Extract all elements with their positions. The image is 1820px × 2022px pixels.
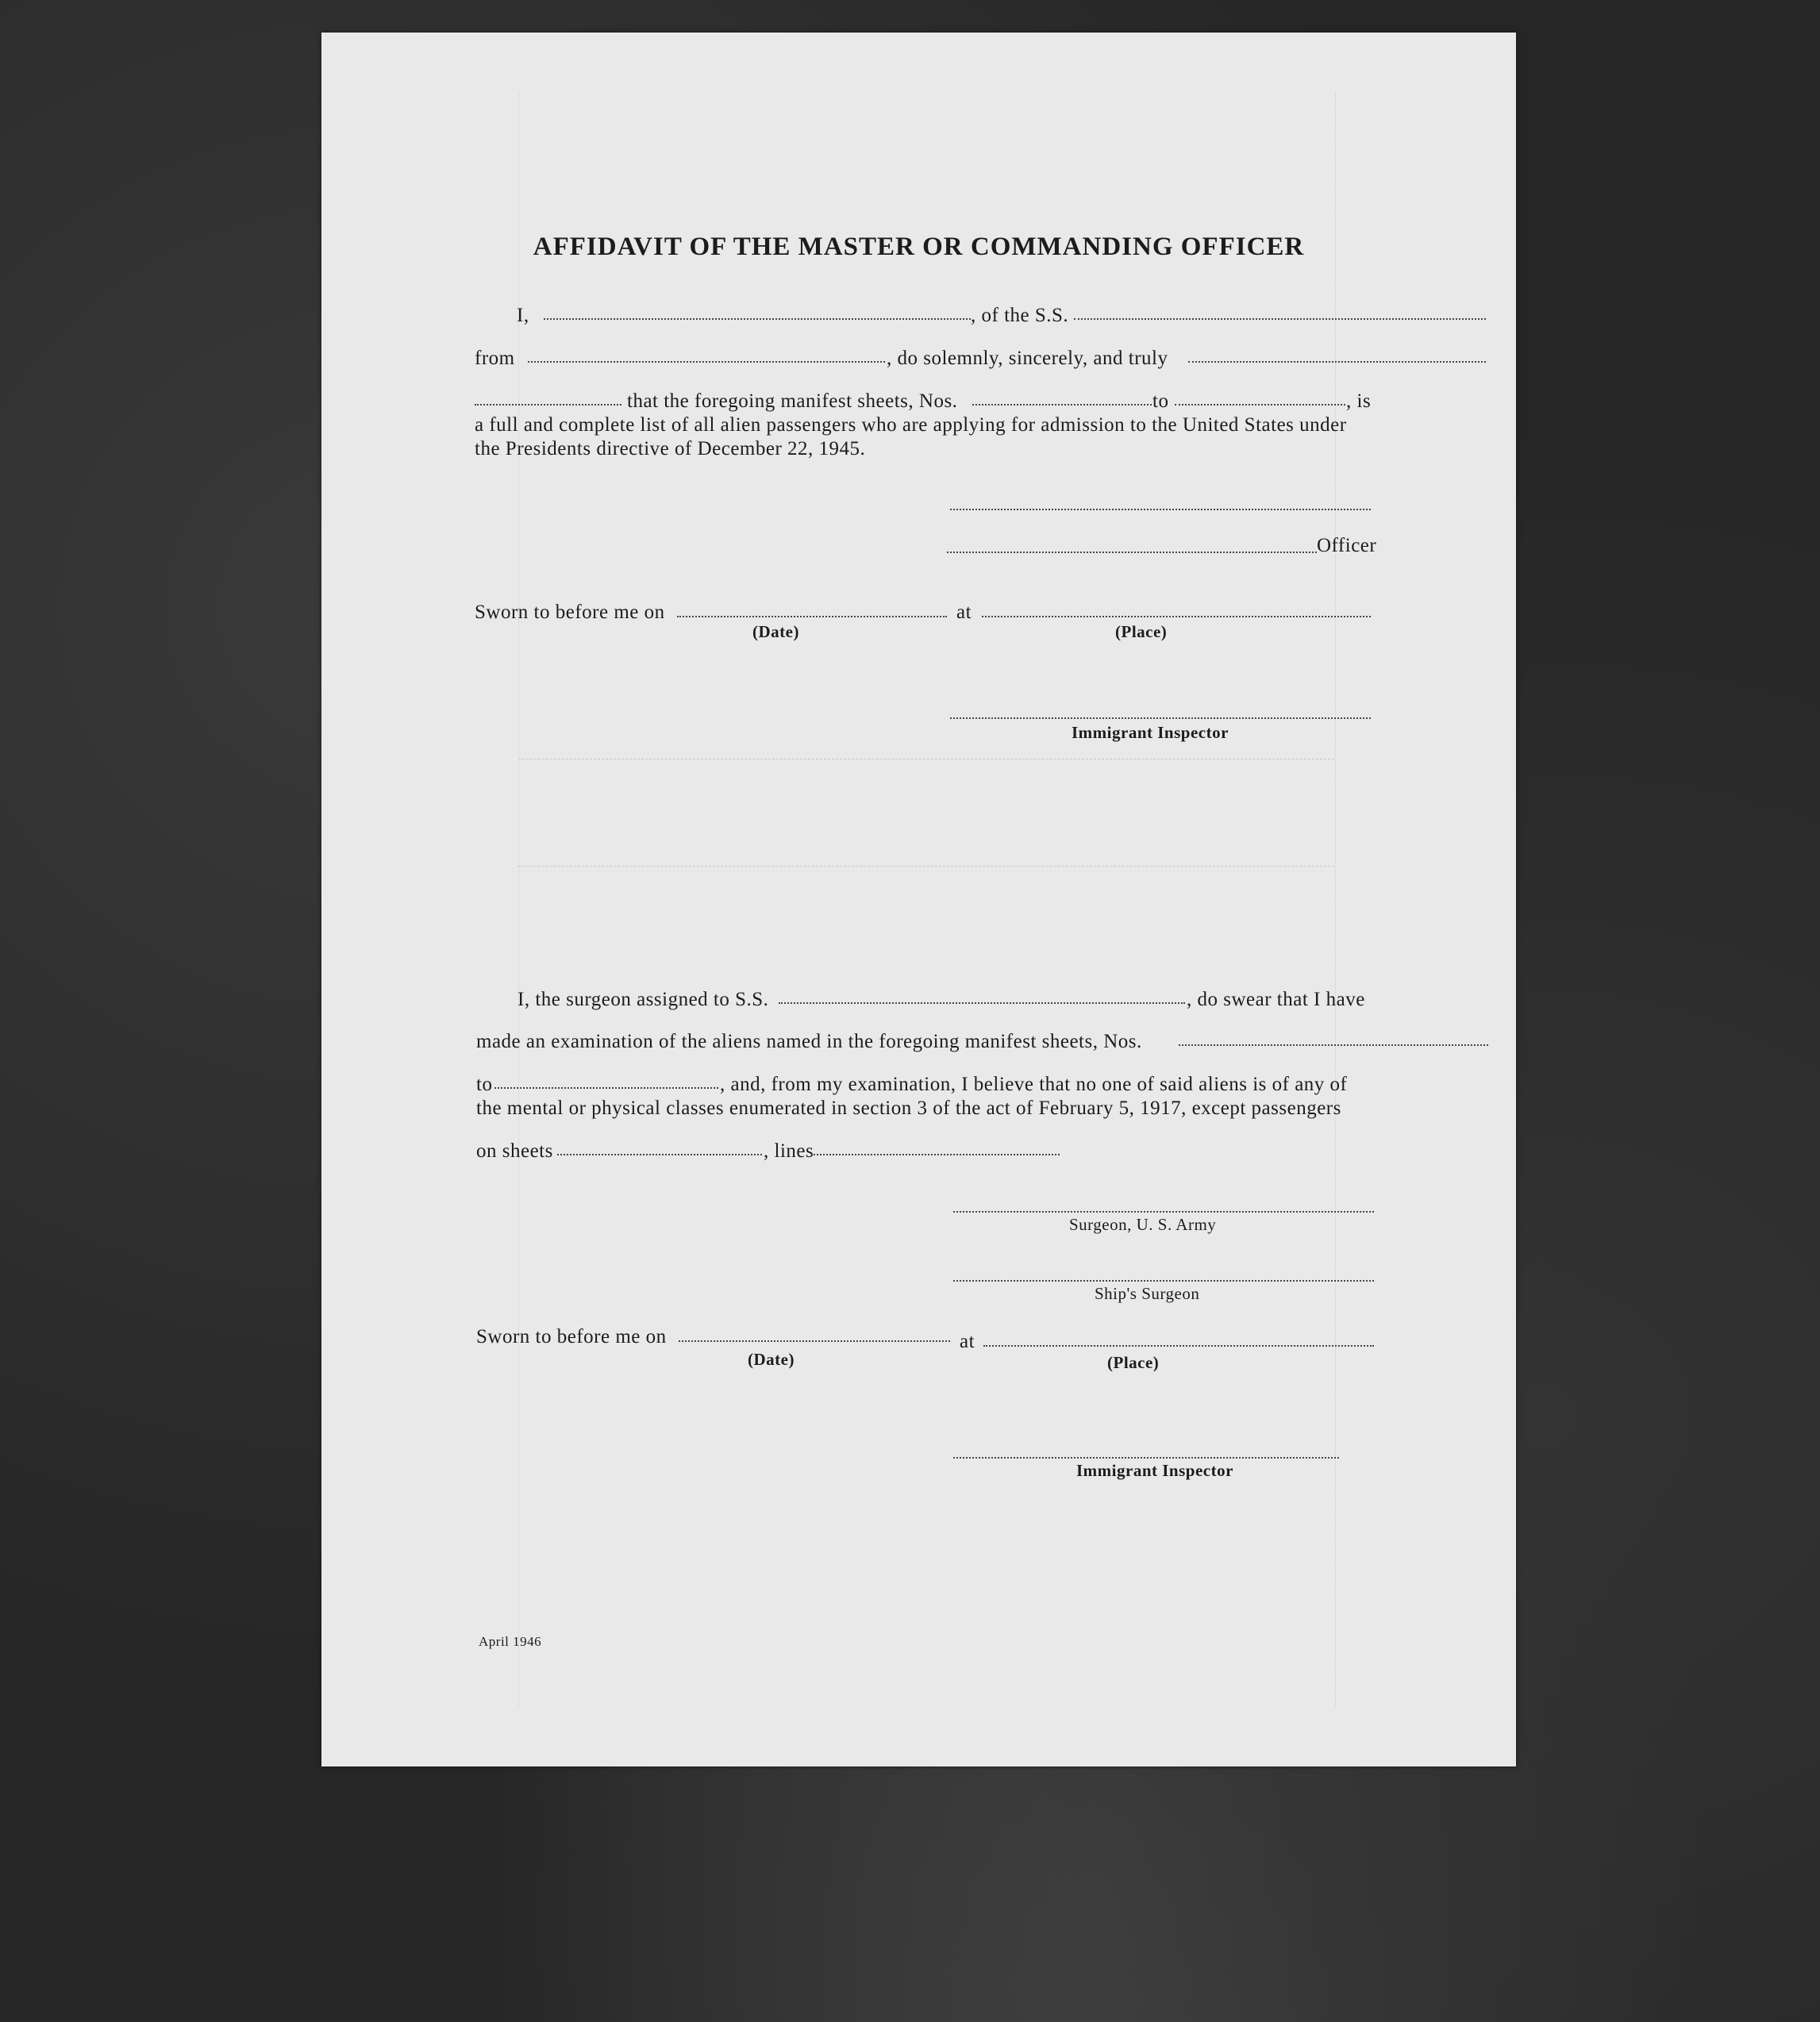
- field-place-1[interactable]: [982, 616, 1371, 617]
- text-foregoing-sheets: that the foregoing manifest sheets, Nos.: [627, 390, 958, 412]
- text-of-ss: , of the S.S.: [971, 305, 1069, 326]
- field-place-2[interactable]: [983, 1345, 1374, 1347]
- signature-line-inspector-2[interactable]: [953, 1457, 1339, 1459]
- text-presidents-directive: the Presidents directive of December 22, 1945.: [475, 438, 866, 459]
- text-at-2: at: [960, 1331, 975, 1352]
- caption-date-2: (Date): [748, 1350, 795, 1369]
- caption-army-surgeon: Surgeon, U. S. Army: [1069, 1215, 1217, 1234]
- text-to-2: to: [476, 1074, 493, 1095]
- text-from-examination: , and, from my examination, I believe that no one of said aliens is of any of: [720, 1074, 1348, 1095]
- text-i: I,: [517, 305, 529, 326]
- caption-inspector-1: Immigrant Inspector: [1072, 723, 1229, 742]
- page-title: AFFIDAVIT OF THE MASTER OR COMMANDING OFFICER: [533, 233, 1305, 261]
- text-sworn-2: Sworn to before me on: [476, 1326, 667, 1347]
- field-ship-name[interactable]: [1074, 318, 1486, 320]
- field-from-port[interactable]: [528, 361, 885, 363]
- field-nos-from[interactable]: [1179, 1044, 1488, 1046]
- text-made-examination: made an examination of the aliens named in the foregoing manifest sheets, Nos.: [476, 1031, 1142, 1052]
- caption-inspector-2: Immigrant Inspector: [1076, 1461, 1233, 1480]
- field-date-2[interactable]: [679, 1340, 950, 1342]
- signature-line-master[interactable]: [950, 509, 1371, 510]
- text-to: to: [1152, 390, 1169, 412]
- field-sheets-from[interactable]: [972, 404, 1152, 406]
- field-declare-word[interactable]: [475, 404, 621, 406]
- field-sheets-to[interactable]: [1175, 404, 1345, 406]
- text-full-complete: a full and complete list of all alien passengers who are applying for admission to the United States under: [475, 414, 1347, 436]
- text-do-swear: , do swear that I have: [1187, 989, 1365, 1010]
- caption-ships-surgeon: Ship's Surgeon: [1095, 1284, 1200, 1303]
- signature-line-officer[interactable]: [947, 552, 1317, 553]
- text-lines: , lines: [764, 1140, 814, 1162]
- caption-place-1: (Place): [1115, 622, 1168, 641]
- field-nos-to[interactable]: [494, 1087, 718, 1089]
- field-swear-word[interactable]: [1188, 361, 1486, 363]
- label-officer: Officer: [1317, 535, 1377, 556]
- guide-line: [518, 866, 1334, 867]
- text-from: from: [475, 348, 515, 369]
- form-date: April 1946: [479, 1634, 542, 1649]
- signature-line-inspector-1[interactable]: [950, 717, 1371, 719]
- field-on-sheets[interactable]: [557, 1154, 762, 1155]
- field-surgeon-ship[interactable]: [779, 1002, 1185, 1004]
- text-is: , is: [1346, 390, 1372, 412]
- text-sworn-1: Sworn to before me on: [475, 602, 665, 623]
- field-master-name[interactable]: [544, 318, 971, 320]
- signature-line-ships-surgeon[interactable]: [953, 1280, 1374, 1282]
- text-surgeon-assigned: I, the surgeon assigned to S.S.: [518, 989, 769, 1010]
- caption-place-2: (Place): [1107, 1353, 1160, 1372]
- signature-line-army-surgeon[interactable]: [953, 1211, 1374, 1213]
- field-date-1[interactable]: [677, 616, 947, 617]
- text-mental-physical: the mental or physical classes enumerated in section 3 of the act of February 5, 1917, except passengers: [476, 1097, 1341, 1119]
- caption-date-1: (Date): [752, 622, 799, 641]
- field-lines[interactable]: [814, 1154, 1060, 1155]
- text-on-sheets: on sheets: [476, 1140, 553, 1162]
- affidavit-page: [321, 33, 1516, 1766]
- text-do-solemnly: , do solemnly, sincerely, and truly: [887, 348, 1168, 369]
- text-at-1: at: [956, 602, 972, 623]
